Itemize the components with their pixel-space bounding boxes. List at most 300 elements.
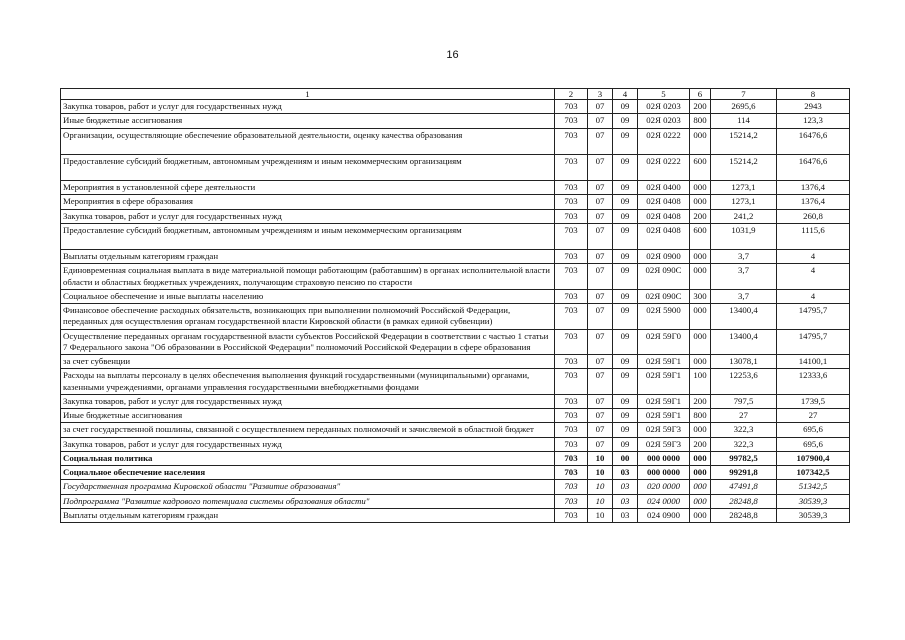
value-2019-cell [711,494,777,508]
cell-text: 07 [595,424,605,435]
cell-text: 07 [595,438,605,449]
cell-text: Выплаты отдельным категориям граждан [63,509,219,520]
value-2019-cell [711,264,777,290]
row-name-cell [61,329,555,355]
cell-text: 51342,5 [798,481,828,492]
code-cell [638,355,690,369]
cell-text: 100 [693,370,707,381]
value-2019-cell [711,466,777,480]
cell-text: 000 [693,509,707,520]
budget-table [60,88,850,523]
cell-text: 107900,4 [796,452,830,463]
cell-text: 07 [595,330,605,341]
cell-text: 703 [564,467,578,477]
col-2-cell [555,329,588,355]
cell-text: 000 0000 [647,452,680,463]
row-name-cell [61,209,555,223]
col-4-cell [613,304,638,330]
cell-text: 07 [595,101,605,111]
type-cell [690,394,711,408]
cell-text: Расходы на выплаты персоналу в целях обеспечения выполнения функций государственными (муниципальными) органами, казенными учреждениями, органами управления государственными внебюджетными фондами [63,370,530,392]
value-2020-cell [777,423,850,437]
cell-text: 07 [595,155,605,166]
row-name-cell [61,304,555,330]
cell-text: 703 [564,495,578,506]
cell-text: 12253,6 [729,370,758,381]
type-cell [690,329,711,355]
col-4-cell [613,195,638,209]
col-2-cell [555,223,588,249]
cell-text: 703 [564,290,578,301]
row-name-cell [61,423,555,437]
table-row [61,250,850,264]
col-2-cell [555,466,588,480]
cell-text: 1376,4 [800,182,826,192]
cell-text: 703 [564,305,578,315]
value-2020-cell [777,409,850,423]
value-2020-cell [777,209,850,223]
table-row [61,289,850,303]
cell-text: 703 [564,424,578,435]
code-cell [638,289,690,303]
cell-text: 02Я 0203 [646,115,681,126]
cell-text: 703 [564,370,578,381]
cell-text: 07 [595,251,605,261]
table-row [61,451,850,465]
cell-text: 03 [620,495,630,506]
cell-text: 28248,8 [729,495,758,506]
cell-text: 14100,1 [798,356,828,366]
table-row [61,114,850,128]
cell-text: 07 [595,129,605,140]
cell-text: 1376,4 [800,196,826,207]
cell-text: 27 [739,410,748,420]
cell-text: 800 [693,410,707,420]
value-2019-cell [711,508,777,522]
col-2-cell [555,508,588,522]
value-2019-cell [711,223,777,249]
cell-text: 703 [564,101,578,111]
cell-text: 600 [693,155,707,166]
type-cell [690,181,711,195]
table-row [61,437,850,451]
cell-text: 107342,5 [796,467,830,477]
col-4-cell [613,250,638,264]
cell-text: 02Я 0222 [646,155,681,166]
col-2-cell [555,304,588,330]
cell-text: 000 [693,129,707,140]
cell-text: Закупка товаров, работ и услуг для государственных нужд [63,101,282,111]
col-2-cell [555,494,588,508]
cell-text: 07 [595,395,605,406]
cell-text: 600 [693,224,707,235]
cell-text: 07 [595,290,605,301]
row-name-cell [61,195,555,209]
value-2019-cell [711,209,777,223]
cell-text: 09 [620,101,630,111]
cell-text: Выплаты отдельным категориям граждан [63,251,219,261]
cell-text: 703 [564,265,578,276]
type-cell [690,494,711,508]
type-cell [690,128,711,154]
cell-text: 00 [620,452,630,463]
value-2019-cell [711,304,777,330]
code-cell [638,409,690,423]
cell-text: за счет государственной пошлины, связанной с осуществлением переданных полномочий и зачисляемой в областной бюджет [63,424,534,435]
cell-text: 07 [595,370,605,381]
table-row [61,128,850,154]
cell-text: 09 [620,330,630,341]
cell-text: 000 [693,481,707,492]
cell-text: 14795,7 [798,305,828,315]
col-3-cell [588,466,613,480]
cell-text: 3,7 [738,251,749,261]
cell-text: 260,8 [803,210,823,221]
col-3-cell [588,451,613,465]
cell-text: 1031,9 [731,224,756,235]
cell-text: 02Я 59Г3 [645,424,682,435]
cell-text: 695,6 [803,424,823,435]
cell-text: 02Я 0222 [646,129,681,140]
cell-text: 10 [595,452,605,463]
type-cell [690,114,711,128]
table-row [61,394,850,408]
header-cell: 5 [638,89,690,100]
col-2-cell [555,423,588,437]
cell-text: 02Я 59Г1 [645,410,682,420]
cell-text: 020 0000 [647,481,680,492]
table-row [61,369,850,395]
value-2020-cell [777,223,850,249]
value-2020-cell [777,437,850,451]
table-row [61,195,850,209]
row-spacer [63,167,552,179]
col-2-cell [555,437,588,451]
cell-text: Социальное обеспечение и иные выплаты населению [63,290,264,301]
cell-text: Закупка товаров, работ и услуг для государственных нужд [63,438,282,449]
cell-text: 13400,4 [729,330,758,341]
value-2019-cell [711,423,777,437]
cell-text: Закупка товаров, работ и услуг для государственных нужд [63,395,282,406]
header-cell: 6 [690,89,711,100]
cell-text: 797,5 [733,395,754,406]
value-2019-cell [711,195,777,209]
cell-text: 703 [564,395,578,406]
col-4-cell [613,466,638,480]
cell-text: 09 [620,370,630,381]
type-cell [690,100,711,114]
table-row [61,423,850,437]
row-name-cell [61,409,555,423]
cell-text: Предоставление субсидий бюджетным, автономным учреждениям и иным некоммерческим организациям [63,155,462,166]
cell-text: 10 [595,495,605,506]
cell-text: 703 [564,210,578,221]
code-cell [638,480,690,494]
cell-text: 703 [564,196,578,207]
col-3-cell [588,223,613,249]
code-cell [638,128,690,154]
cell-text: 000 [693,182,707,192]
cell-text: 000 [693,305,707,315]
cell-text: 30539,3 [798,509,828,520]
row-name-cell [61,250,555,264]
type-cell [690,289,711,303]
cell-text: 1273,1 [731,182,756,192]
code-cell [638,304,690,330]
col-4-cell [613,394,638,408]
type-cell [690,264,711,290]
header-cell: 8 [777,89,850,100]
cell-text: 024 0900 [647,509,680,520]
cell-text: 000 [693,424,707,435]
cell-text: 200 [693,395,707,406]
cell-text: 09 [620,251,630,261]
col-2-cell [555,209,588,223]
col-2-cell [555,369,588,395]
row-name-cell [61,181,555,195]
col-4-cell [613,480,638,494]
cell-text: 703 [564,330,578,341]
row-name-cell [61,154,555,180]
value-2020-cell [777,250,850,264]
code-cell [638,451,690,465]
cell-text: 02Я 0900 [646,251,681,261]
table-row [61,209,850,223]
row-name-cell [61,508,555,522]
col-4-cell [613,223,638,249]
cell-text: 000 [693,265,707,276]
code-cell [638,494,690,508]
value-2019-cell [711,394,777,408]
cell-text: 16476,6 [798,155,828,166]
col-4-cell [613,128,638,154]
cell-text: 02Я 5900 [646,305,681,315]
cell-text: Осуществление переданных органам государственной власти субъектов Российской Федерации в соответствии с частью 1 статьи 7 Федерального закона "Об образовании в Российской Федерации" полномочий Российской Федерации в сфере образования [63,330,549,352]
col-3-cell [588,355,613,369]
code-cell [638,223,690,249]
cell-text: 000 [693,196,707,207]
cell-text: 15214,2 [729,155,758,166]
cell-text: 02Я 090С [645,265,682,276]
col-2-cell [555,264,588,290]
cell-text: 07 [595,410,605,420]
cell-text: Подпрограмма "Развитие кадрового потенциала системы образования области" [63,495,370,506]
cell-text: 000 [693,330,707,341]
value-2019-cell [711,154,777,180]
cell-text: 000 [693,251,707,261]
row-name-cell [61,466,555,480]
cell-text: 02Я 0408 [646,196,681,207]
col-4-cell [613,181,638,195]
header-cell: 1 [61,89,555,100]
cell-text: 200 [693,210,707,221]
cell-text: 09 [620,182,630,192]
row-spacer [63,141,552,153]
cell-text: Иные бюджетные ассигнования [63,410,183,420]
cell-text: 000 [693,356,707,366]
table-row [61,223,850,249]
col-2-cell [555,394,588,408]
row-name-cell [61,355,555,369]
col-2-cell [555,114,588,128]
value-2019-cell [711,409,777,423]
value-2019-cell [711,369,777,395]
cell-text: 99782,5 [729,452,758,463]
cell-text: 12333,6 [798,370,828,381]
cell-text: 703 [564,155,578,166]
value-2020-cell [777,451,850,465]
cell-text: 4 [810,265,816,276]
col-3-cell [588,304,613,330]
cell-text: 10 [595,509,605,520]
header-cell: 2 [555,89,588,100]
cell-text: 703 [564,452,578,463]
cell-text: 03 [620,481,630,492]
col-2-cell [555,409,588,423]
cell-text: 703 [564,509,578,520]
value-2019-cell [711,128,777,154]
cell-text: Организации, осуществляющие обеспечение образовательной деятельности, оценку качества образования [63,129,463,140]
cell-text: 07 [595,182,605,192]
cell-text: 09 [620,129,630,140]
cell-text: 800 [693,115,707,126]
value-2020-cell [777,394,850,408]
cell-text: 09 [620,196,630,207]
header-cell: 3 [588,89,613,100]
cell-text: 1115,6 [801,224,825,235]
col-4-cell [613,369,638,395]
col-4-cell [613,154,638,180]
cell-text: Государственная программа Кировской области "Развитие образования" [63,481,341,492]
cell-text: 10 [595,481,605,492]
cell-text: 200 [693,101,707,111]
cell-text: 695,6 [803,438,823,449]
value-2020-cell [777,304,850,330]
row-name-cell [61,114,555,128]
row-spacer [63,236,552,248]
col-3-cell [588,195,613,209]
col-4-cell [613,289,638,303]
cell-text: Социальная политика [63,452,153,463]
cell-text: 000 [693,495,707,506]
cell-text: 16476,6 [798,129,828,140]
type-cell [690,195,711,209]
col-3-cell [588,508,613,522]
col-4-cell [613,451,638,465]
table-row [61,304,850,330]
cell-text: Закупка товаров, работ и услуг для государственных нужд [63,210,282,221]
value-2020-cell [777,114,850,128]
cell-text: 703 [564,224,578,235]
table-row [61,181,850,195]
row-name-cell [61,480,555,494]
cell-text: 703 [564,410,578,420]
type-cell [690,423,711,437]
header-cell: 7 [711,89,777,100]
col-3-cell [588,264,613,290]
col-4-cell [613,508,638,522]
cell-text: 03 [620,467,630,477]
table-row [61,409,850,423]
table-row [61,264,850,290]
row-name-cell [61,437,555,451]
code-cell [638,181,690,195]
col-3-cell [588,437,613,451]
value-2019-cell [711,100,777,114]
cell-text: 47491,8 [729,481,758,492]
value-2019-cell [711,181,777,195]
cell-text: 703 [564,481,578,492]
cell-text: 000 0000 [647,467,680,477]
cell-text: 02Я 0203 [646,101,681,111]
type-cell [690,223,711,249]
row-name-cell [61,264,555,290]
value-2020-cell [777,100,850,114]
value-2020-cell [777,289,850,303]
value-2019-cell [711,437,777,451]
type-cell [690,466,711,480]
type-cell [690,480,711,494]
value-2020-cell [777,369,850,395]
cell-text: 07 [595,115,605,126]
col-2-cell [555,289,588,303]
code-cell [638,100,690,114]
cell-text: 02Я 59Г1 [645,370,682,381]
cell-text: Мероприятия в установленной сфере деятельности [63,182,256,192]
type-cell [690,369,711,395]
col-4-cell [613,494,638,508]
value-2020-cell [777,329,850,355]
col-3-cell [588,128,613,154]
cell-text: 07 [595,210,605,221]
cell-text: 114 [737,115,750,126]
col-4-cell [613,329,638,355]
value-2020-cell [777,494,850,508]
cell-text: 1739,5 [800,395,826,406]
col-3-cell [588,209,613,223]
type-cell [690,250,711,264]
cell-text: 02Я 090С [645,290,682,301]
cell-text: 28248,8 [729,509,758,520]
cell-text: 300 [693,290,707,301]
code-cell [638,466,690,480]
cell-text: 07 [595,305,605,315]
table-row [61,508,850,522]
col-2-cell [555,355,588,369]
row-name-cell [61,128,555,154]
code-cell [638,329,690,355]
col-2-cell [555,250,588,264]
code-cell [638,369,690,395]
col-2-cell [555,154,588,180]
col-3-cell [588,289,613,303]
type-cell [690,154,711,180]
cell-text: 09 [620,290,630,301]
type-cell [690,409,711,423]
cell-text: 09 [620,115,630,126]
cell-text: 09 [620,395,630,406]
code-cell [638,508,690,522]
cell-text: 703 [564,251,578,261]
col-2-cell [555,100,588,114]
cell-text: 09 [620,265,630,276]
cell-text: 02Я 0400 [646,182,681,192]
cell-text: 10 [595,467,605,477]
type-cell [690,304,711,330]
cell-text: 024 0000 [647,495,680,506]
cell-text: 09 [620,305,630,315]
cell-text: 02Я 59Г1 [645,395,682,406]
